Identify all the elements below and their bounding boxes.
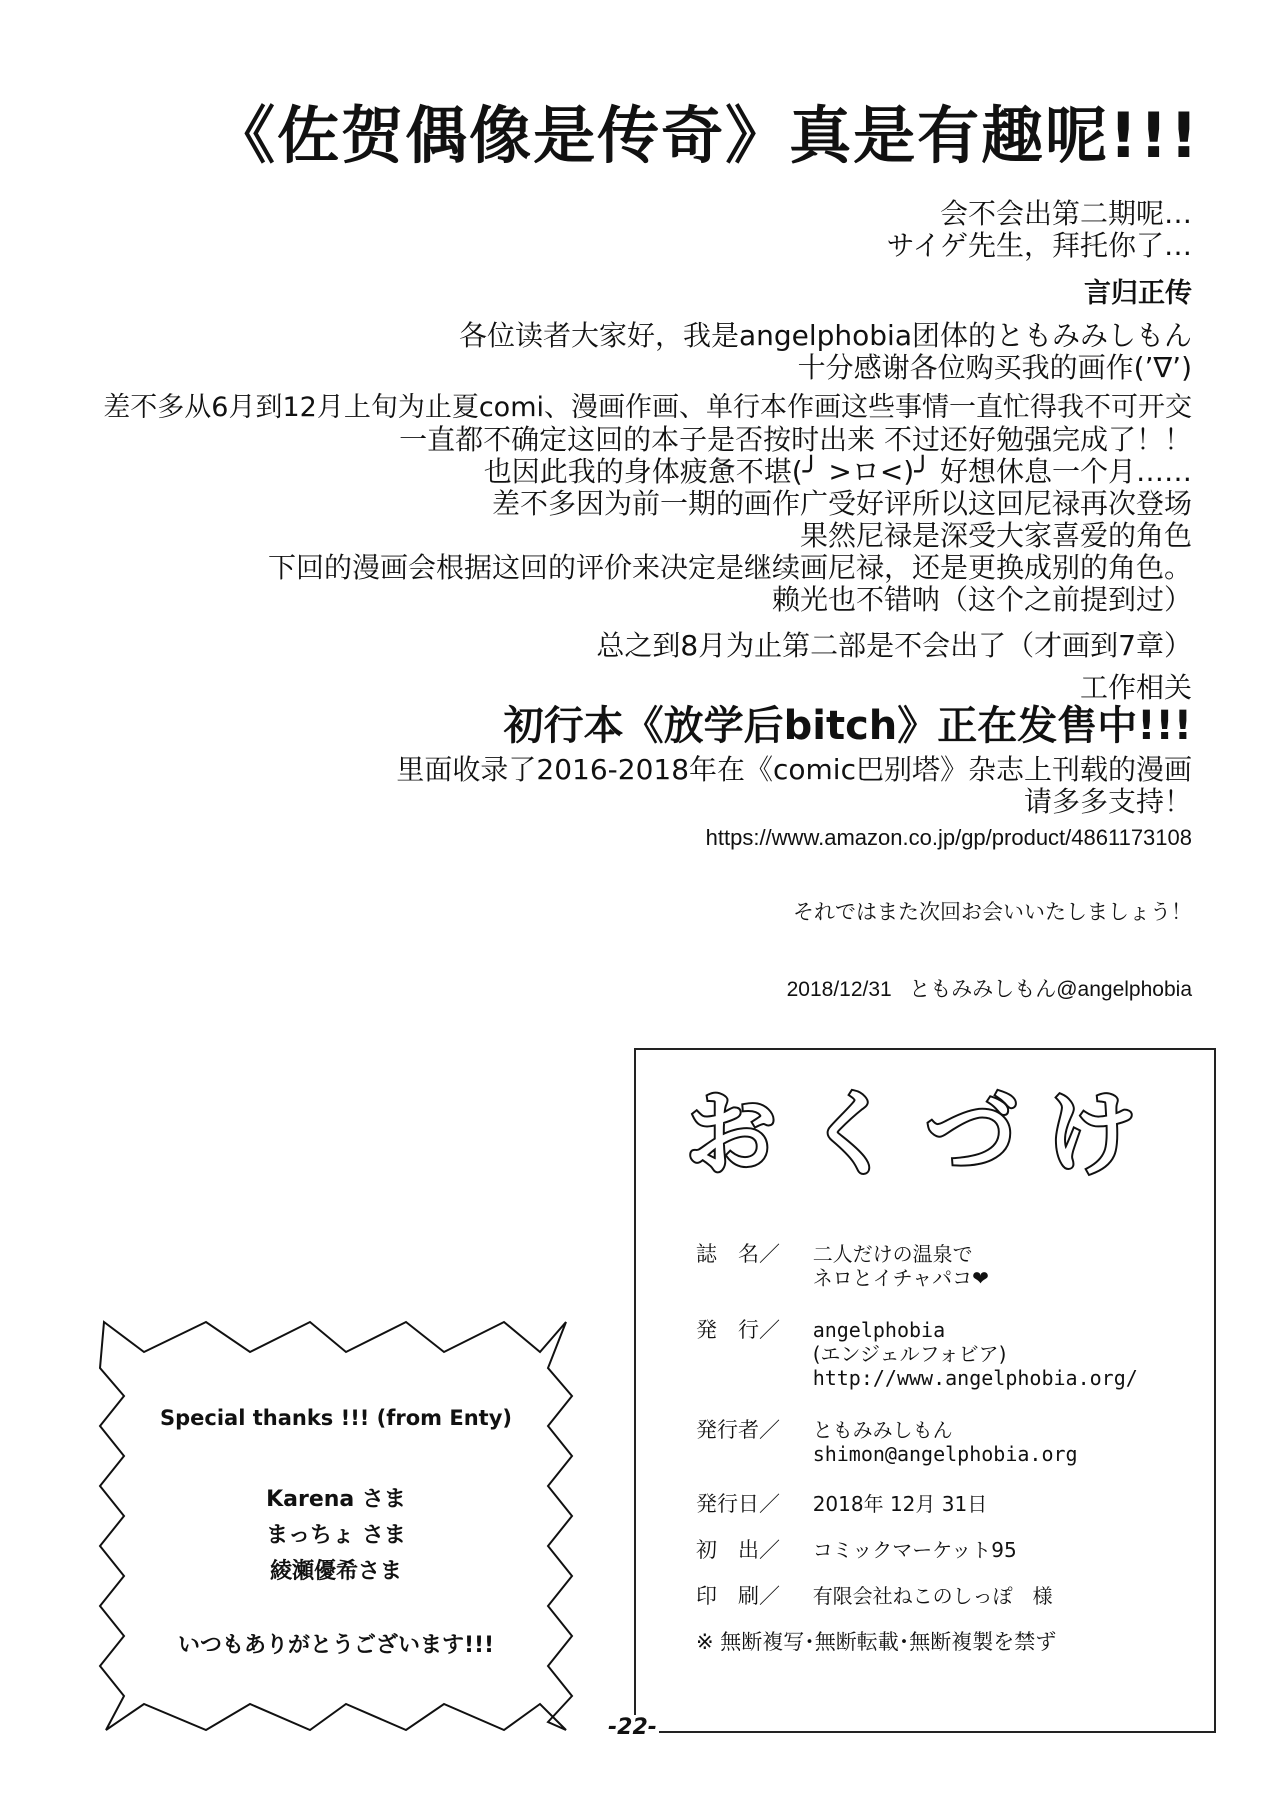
intro-line-2: サイゲ先生，拜托你了… [886,229,1192,262]
body-line-1: 差不多从6月到12月上旬为止夏comi、漫画作画、单行本作画这些事情一直忙得我不可开交 [103,392,1192,423]
colophon-value: ともみみしもん [812,1418,953,1442]
farewell-text: それではまた次回お会いいたしましょう！ [793,900,1192,924]
signature-author: ともみみしもん@angelphobia [909,978,1192,1001]
colophon-label: 初 出／ [696,1538,780,1562]
body-note: 总之到8月为止第二部是不会出了（才画到7章） [596,629,1192,662]
thanks-name-2: まっちょ さま [266,1523,406,1548]
work-promo: 初行本《放学后bitch》正在发售中!!! [503,703,1192,749]
thanks-closing: いつもありがとうございます!!! [177,1633,495,1658]
thanks-heading: Special thanks !!! (from Enty) [160,1406,512,1430]
colophon-email-link[interactable]: shimon@angelphobia.org [812,1442,1078,1466]
colophon-row-publisher [696,1318,1138,1390]
page-title: 《佐贺偶像是传奇》真是有趣呢!!! [213,99,1200,172]
work-heading: 工作相关 [1079,671,1192,704]
body-line-4: 差不多因为前一期的画作广受好评所以这回尼禄再次登场 [491,487,1192,520]
colophon-label: 印 刷／ [696,1584,780,1608]
body-line-6: 下回的漫画会根据这回的评价来决定是继续画尼禄，还是更换成别的角色。 [267,551,1192,584]
colophon-label: 発 行／ [696,1318,780,1342]
body-line-5: 果然尼禄是深受大家喜爱的角色 [799,519,1192,552]
intro-heading: 言归正传 [1084,278,1192,309]
colophon-row-date [696,1492,987,1516]
body-line-7: 赖光也不错呐（这个之前提到过） [771,583,1192,616]
colophon-value: angelphobia [812,1318,946,1342]
body-line-2: 一直都不确定这回的本子是否按时出来 不过还好勉强完成了！！ [399,423,1192,456]
colophon-label: 誌 名／ [696,1242,780,1266]
page-number: -22- [608,1715,657,1740]
colophon-box [634,1048,1216,1733]
thanks-name-1: Karena さま [266,1487,406,1512]
colophon-title: おくづけ [684,1081,1165,1188]
colophon-value: 二人だけの温泉で [812,1242,973,1266]
special-thanks-bubble [96,1310,576,1740]
greeting-line-1: 各位读者大家好，我是angelphobia团体的ともみみしもん [458,319,1192,352]
signature [787,976,1192,1004]
colophon-value: (エンジェルフォビア) [812,1342,1007,1366]
colophon-row-issuer [696,1418,1078,1466]
colophon-notice: ※ 無断複写･無断転載･無断複製を禁ず [696,1630,1057,1654]
thanks-name-3: 綾瀬優希さま [269,1559,402,1584]
colophon-value: 2018年 12月 31日 [812,1492,988,1516]
work-url-link[interactable]: https://www.amazon.co.jp/gp/product/4861173108 [705,825,1192,850]
colophon-value: 有限会社ねこのしっぽ 様 [812,1584,1053,1608]
colophon-row-first-appearance [696,1538,1017,1562]
colophon-row-title [696,1242,989,1290]
colophon-label: 発行日／ [696,1492,780,1516]
greeting-line-2: 十分感谢各位购买我的画作(’∇’) [797,351,1192,384]
colophon-website-link[interactable]: http://www.angelphobia.org/ [812,1366,1138,1390]
colophon-row-printer [696,1584,1053,1608]
signature-date: 2018/12/31 [786,978,892,1001]
work-support: 请多多支持！ [1023,785,1192,818]
colophon-value: コミックマーケット95 [812,1538,1017,1562]
intro-line-1: 会不会出第二期呢… [939,197,1192,230]
colophon-label: 発行者／ [696,1418,780,1442]
body-line-3: 也因此我的身体疲惫不堪(╯ >ロ<)╯ 好想休息一个月…… [483,455,1192,488]
colophon-value: ネロとイチャパコ❤ [812,1266,989,1290]
work-desc: 里面收录了2016-2018年在《comic巴别塔》杂志上刊载的漫画 [396,753,1192,786]
